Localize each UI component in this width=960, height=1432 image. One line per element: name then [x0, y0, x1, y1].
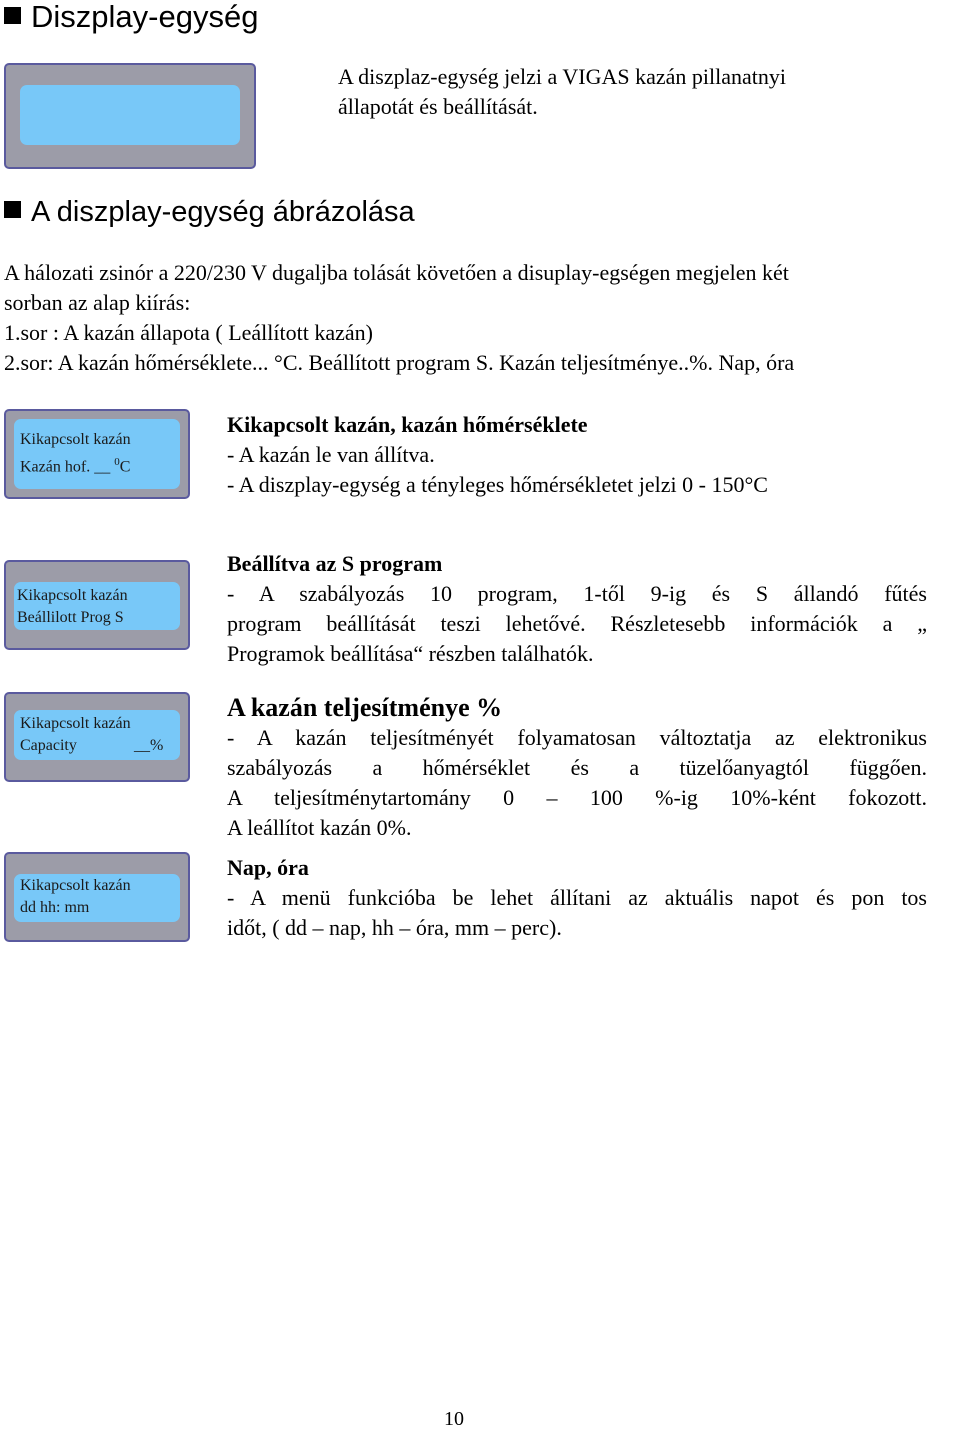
- display-program: [4, 560, 190, 650]
- intro-line: állapotát és beállítását.: [338, 94, 538, 119]
- program-block: [227, 549, 927, 669]
- intro-line: A diszplaz-egység jelzi a VIGAS kazán pillanatnyi: [338, 64, 787, 89]
- block-line: program beállítását teszi lehetővé. Részletesebb információk a „: [227, 611, 927, 636]
- block-heading: A kazán teljesítménye %: [227, 693, 503, 722]
- display-text: C: [119, 458, 131, 476]
- display-line: __%: [134, 737, 164, 754]
- section-heading-text: A diszplay-egység ábrázolása: [31, 196, 415, 228]
- display-line: Kikapcsolt kazán: [17, 587, 128, 604]
- block-line: A leállítot kazán 0%.: [227, 815, 412, 840]
- block-heading: Beállítva az S program: [227, 551, 443, 576]
- page-title-text: Diszplay-egység: [31, 0, 259, 34]
- block-line: - A menü funkcióba be lehet állítani az aktuális napot és pon tos: [227, 885, 927, 910]
- block-line: A teljesítménytartomány 0 – 100 %-ig 10%-ként fokozott.: [227, 785, 927, 810]
- page-number: 10: [444, 1408, 464, 1430]
- row-description: 2.sor: A kazán hőmérséklete... °C. Beállított program S. Kazán teljesítménye..%. Nap, óra: [4, 350, 795, 375]
- block-line: Programok beállítása“ részben találhatók.: [227, 641, 594, 666]
- display-line: Kikapcsolt kazán: [20, 715, 131, 732]
- display-screen: [20, 85, 240, 145]
- block-line: szabályozás a hőmérséklet és a tüzelőanyagtól függően.: [227, 755, 927, 780]
- square-bullet-icon: [4, 7, 21, 24]
- square-bullet-icon: [4, 201, 21, 218]
- block-line: - A kazán le van állítva.: [227, 442, 435, 467]
- display-temperature: [4, 409, 190, 499]
- display-line: [20, 452, 130, 477]
- paragraph-line: A hálozati zsinór a 220/230 V dugaljba tolását követően a disuplay-egségen megjelen két: [4, 260, 789, 285]
- block-line: - A szabályozás 10 program, 1-től 9-ig és S állandó fűtés: [227, 581, 927, 606]
- intro-text: [338, 62, 928, 122]
- display-line: dd hh: mm: [20, 899, 90, 916]
- block-heading: Kikapcsolt kazán, kazán hőmérséklete: [227, 412, 588, 437]
- display-superscript: 0: [114, 456, 120, 468]
- display-line: Kikapcsolt kazán: [20, 431, 131, 448]
- temperature-block: [227, 410, 947, 500]
- block-line: - A kazán teljesítményét folyamatosan változtatja az elektronikus: [227, 725, 927, 750]
- capacity-block: [227, 693, 927, 843]
- block-heading: Nap, óra: [227, 855, 309, 880]
- paragraph-line: sorban az alap kiírás:: [4, 290, 191, 315]
- day-hour-block: [227, 853, 927, 943]
- row-description: 1.sor : A kazán állapota ( Leállított kazán): [4, 320, 373, 345]
- display-capacity: [4, 692, 190, 782]
- display-line: Beállilott Prog S: [17, 609, 124, 626]
- display-day-hour: [4, 852, 190, 942]
- display-line: Capacity: [20, 737, 77, 754]
- display-unit-illustration: [4, 63, 256, 169]
- block-line: időt, ( dd – nap, hh – óra, mm – perc).: [227, 915, 562, 940]
- display-line: Kikapcsolt kazán: [20, 877, 131, 894]
- page-title: [4, 1, 258, 32]
- section-heading: [4, 198, 415, 227]
- display-text: Kazán hof. __: [20, 458, 115, 476]
- block-line: - A diszplay-egység a tényleges hőmérsékletet jelzi 0 - 150°C: [227, 472, 768, 497]
- section-paragraph: [4, 258, 960, 378]
